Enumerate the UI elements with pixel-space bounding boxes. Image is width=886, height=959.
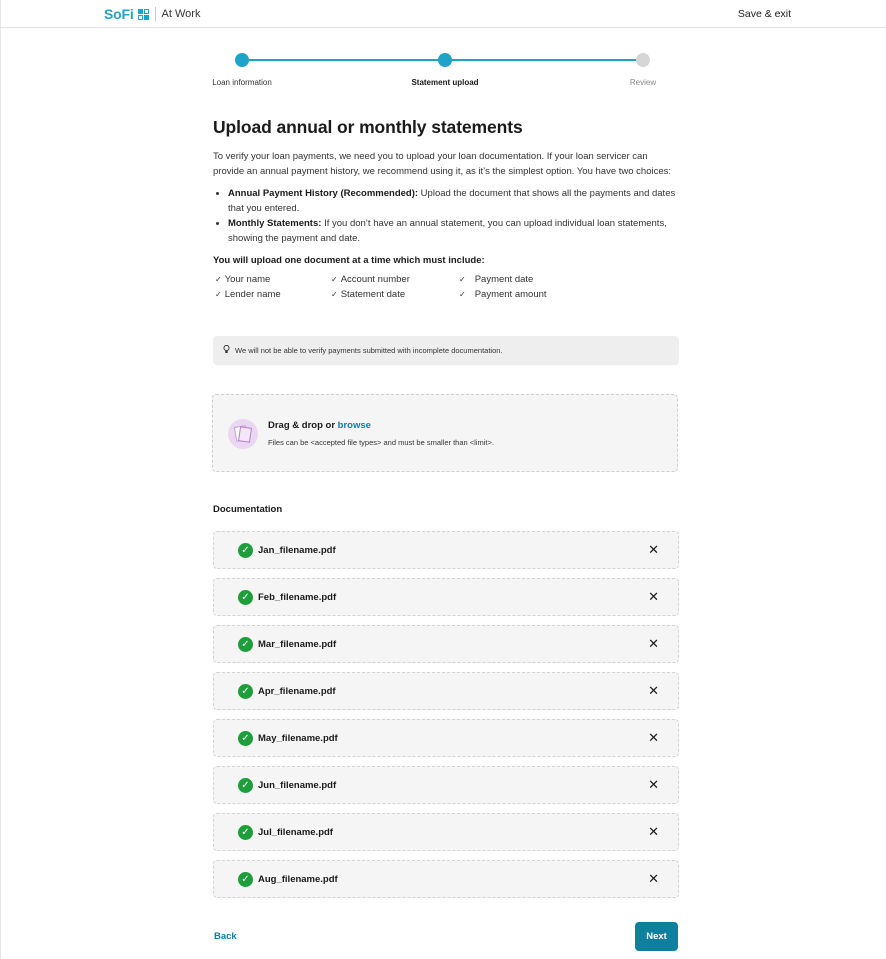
progress-stepper <box>1 0 886 100</box>
file-name: Jun_filename.pdf <box>258 780 337 791</box>
check-circle-icon: ✓ <box>238 872 253 887</box>
check-icon: ✓ <box>215 290 222 299</box>
close-icon[interactable]: ✕ <box>648 636 659 651</box>
lightbulb-icon <box>223 345 230 356</box>
check-icon: ✓ <box>459 290 466 299</box>
requirement-item: ✓ Payment date <box>459 274 534 285</box>
check-circle-icon: ✓ <box>238 684 253 699</box>
dropzone-hint: Files can be <accepted file types> and must be smaller than <limit>. <box>268 438 494 447</box>
stepper-line-complete <box>242 59 445 61</box>
choice-annual-text: Upload the document that shows all the payments and dates that you entered. <box>228 188 676 214</box>
dropzone-title: Drag & drop or browse <box>268 420 371 431</box>
requirement-item: ✓ Account number <box>331 274 410 285</box>
brand-name: SoFi <box>104 6 134 22</box>
file-name: Jan_filename.pdf <box>258 545 336 556</box>
check-icon: ✓ <box>331 275 338 284</box>
check-circle-icon: ✓ <box>238 778 253 793</box>
close-icon[interactable]: ✕ <box>648 824 659 839</box>
close-icon[interactable]: ✕ <box>648 730 659 745</box>
file-row <box>213 719 679 757</box>
file-row <box>213 625 679 663</box>
documents-icon <box>228 419 258 449</box>
page-title: Upload annual or monthly statements <box>213 117 523 137</box>
close-icon[interactable]: ✕ <box>648 589 659 604</box>
check-circle-icon: ✓ <box>238 825 253 840</box>
file-name: Mar_filename.pdf <box>258 639 337 650</box>
check-icon: ✓ <box>215 275 222 284</box>
file-row <box>213 672 679 710</box>
check-circle-icon: ✓ <box>238 637 253 652</box>
check-icon: ✓ <box>459 275 466 284</box>
choice-monthly-text: If you don’t have an annual statement, you can upload individual loan statements, showing the payment and date. <box>228 218 667 244</box>
next-button[interactable]: Next <box>635 922 678 951</box>
file-name: May_filename.pdf <box>258 733 338 744</box>
step-dot-review <box>636 53 650 67</box>
check-circle-icon: ✓ <box>238 543 253 558</box>
close-icon[interactable]: ✕ <box>648 683 659 698</box>
documentation-heading: Documentation <box>213 504 283 515</box>
step-dot-loan-information <box>235 53 249 67</box>
file-name: Aug_filename.pdf <box>258 874 338 885</box>
file-row <box>213 531 679 569</box>
step-label-statement-upload: Statement upload <box>411 78 479 87</box>
file-name: Apr_filename.pdf <box>258 686 336 697</box>
step-label-loan-information: Loan information <box>212 78 272 87</box>
requirement-item: ✓ Lender name <box>215 289 281 300</box>
file-dropzone[interactable] <box>212 394 678 472</box>
choice-annual-heading: Annual Payment History (Recommended): <box>228 188 419 199</box>
back-button[interactable]: Back <box>214 931 237 942</box>
browse-link[interactable]: browse <box>337 420 371 431</box>
close-icon[interactable]: ✕ <box>648 542 659 557</box>
close-icon[interactable]: ✕ <box>648 777 659 792</box>
file-row <box>213 860 679 898</box>
file-row <box>213 766 679 804</box>
requirement-item: ✓ Payment amount <box>459 289 547 300</box>
choices-list <box>228 186 679 246</box>
close-icon[interactable]: ✕ <box>648 871 659 886</box>
check-circle-icon: ✓ <box>238 590 253 605</box>
file-name: Jul_filename.pdf <box>258 827 333 838</box>
requirements-title: You will upload one document at a time which must include: <box>213 255 485 266</box>
file-name: Feb_filename.pdf <box>258 592 337 603</box>
notice-text: We will not be able to verify payments submitted with incomplete documentation. <box>235 346 503 355</box>
file-row <box>213 578 679 616</box>
sub-brand-name: At Work <box>161 8 201 20</box>
file-row <box>213 813 679 851</box>
intro-paragraph: To verify your loan payments, we need you to upload your loan documentation. If your loan servicer can provide an annual payment history, we recommend using it, as it’s the simplest option. You have two choices: <box>213 151 672 177</box>
check-icon: ✓ <box>331 290 338 299</box>
stepper-line-pending <box>445 59 643 61</box>
save-and-exit-link[interactable]: Save & exit <box>737 8 791 20</box>
choice-annual <box>228 186 679 216</box>
check-circle-icon: ✓ <box>238 731 253 746</box>
step-label-review: Review <box>629 78 657 87</box>
step-dot-statement-upload <box>438 53 452 67</box>
choice-monthly <box>228 216 679 246</box>
incomplete-docs-notice <box>213 336 679 365</box>
choice-monthly-heading: Monthly Statements: <box>228 218 322 229</box>
main-content <box>213 117 679 308</box>
requirement-item: ✓ Your name <box>215 274 271 285</box>
requirements-grid <box>213 274 679 308</box>
requirement-item: ✓ Statement date <box>331 289 406 300</box>
